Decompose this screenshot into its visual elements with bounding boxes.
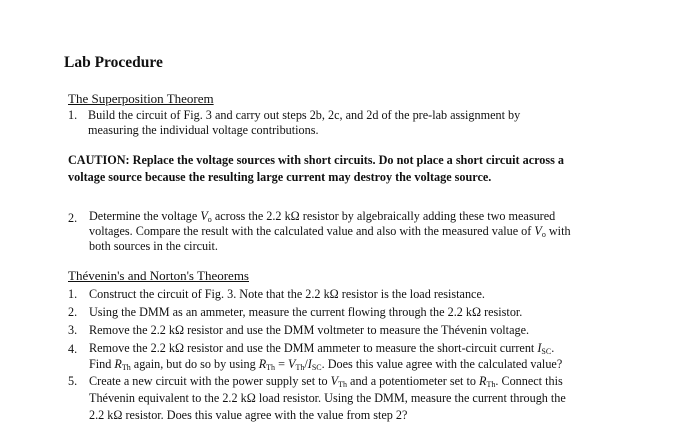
- step-number: 5.: [68, 374, 78, 388]
- step-text-line: Construct the circuit of Fig. 3. Note that the 2.2 kΩ resistor is the load resistance.: [89, 287, 485, 301]
- step-number: 2.: [68, 305, 78, 319]
- step-text-line: measuring the individual voltage contributions.: [88, 123, 319, 137]
- step-text-line: Using the DMM as an ammeter, measure the current flowing through the 2.2 kΩ resistor.: [89, 305, 523, 319]
- step-number: 4.: [68, 342, 78, 356]
- step-text-line: voltages. Compare the result with the calculated value and also with the measured value of $V_o$ with: [89, 224, 571, 239]
- step-text-line: Find $R_{Th}$ again, but do so by using $R_{Th} = V_{Th}/I_{SC}$. Does this value agree with the calculated value?: [89, 357, 563, 372]
- step-text-line: Remove the 2.2 kΩ resistor and use the DMM voltmeter to measure the Thévenin voltage.: [89, 323, 530, 337]
- step-text-line: Remove the 2.2 kΩ resistor and use the DMM ammeter to measure the short-circuit current $I_{SC}$.: [89, 341, 555, 356]
- step-number: 1.: [68, 108, 78, 122]
- step-text-line: Create a new circuit with the power supply set to $V_{Th}$ and a potentiometer set to $R_{Th}$. Connect this: [89, 374, 563, 389]
- thevenin-heading: Thévenin's and Norton's Theorems: [68, 268, 249, 283]
- caution-line: voltage source because the resulting large current may destroy the voltage source.: [68, 170, 492, 184]
- step-text-line: 2.2 kΩ resistor. Does this value agree with the value from step 2?: [89, 408, 408, 422]
- step-number: 3.: [68, 323, 78, 337]
- step-text-line: both sources in the circuit.: [89, 239, 218, 253]
- step-number: 2.: [68, 211, 78, 225]
- page-title: Lab Procedure: [64, 54, 163, 71]
- step-number: 1.: [68, 287, 78, 301]
- caution-line: CAUTION: Replace the voltage sources with short circuits. Do not place a short circuit across a: [68, 153, 565, 167]
- superposition-heading: The Superposition Theorem: [68, 91, 214, 106]
- step-text-line: Thévenin equivalent to the 2.2 kΩ load resistor. Using the DMM, measure the current through the: [89, 391, 566, 405]
- step-text-line: Determine the voltage $V_o$ across the 2.2 kΩ resistor by algebraically adding these two measured: [89, 209, 556, 224]
- step-text-line: Build the circuit of Fig. 3 and carry out steps 2b, 2c, and 2d of the pre-lab assignment by: [88, 108, 521, 122]
